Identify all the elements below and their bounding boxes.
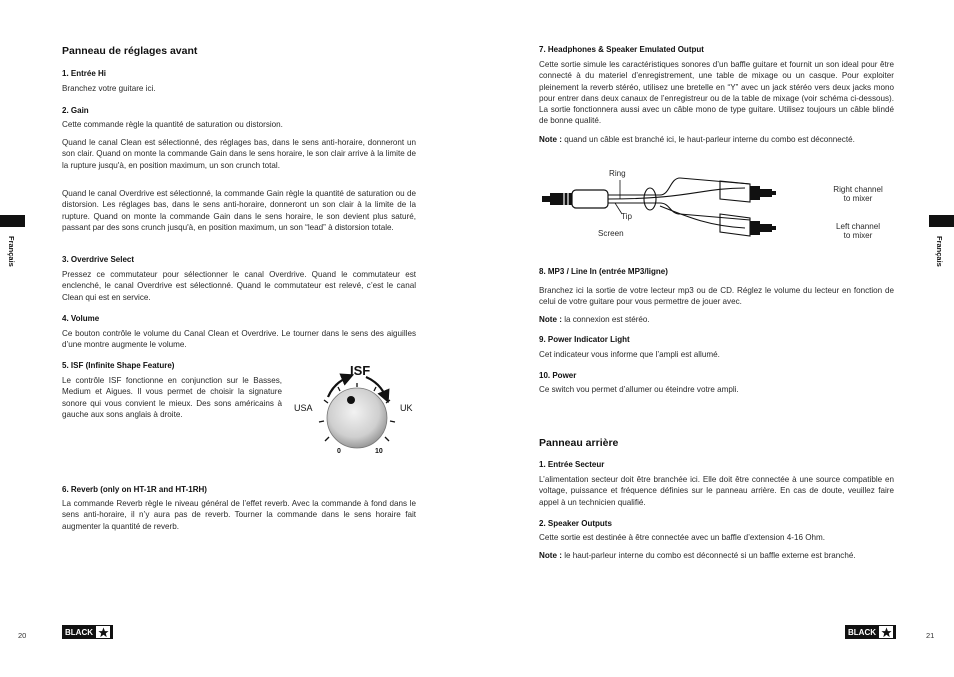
section-1-text: Branchez votre guitare ici. [62, 84, 156, 93]
rear-panel-title: Panneau arrière [539, 437, 619, 449]
rear-section-1-text: L’alimentation secteur doit être branchée ici. Elle doit être connectée à une source compatible en voltage, puissance et fréquence définies sur le panneau arrière. En cas de doute, veuillez faire appel à un technicien qualifié. [539, 475, 894, 507]
knob [327, 388, 387, 448]
diagram-leaders [615, 180, 622, 214]
section-7-note-text: quand un câble est branché ici, le haut-parleur interne du combo est déconnecté. [564, 135, 855, 144]
stereo-jack [542, 190, 608, 208]
section-2-text-1: Cette commande règle la quantité de saturation ou distorsion. [62, 120, 283, 129]
section-5-text: Le contrôle ISF fonctionne en conjunction sur le Basses, Medium et Aigues. Il vous permet de choisir la signature sonore qui vous convient le mieux. Des sons américains à gauche aux sons anglais à droite. [62, 376, 282, 419]
left-side-label: Français [7, 236, 16, 267]
left-side-tab [0, 215, 25, 227]
section-8-note-label: Note : [539, 315, 562, 324]
knob-indicator [347, 396, 355, 404]
section-4-text: Ce bouton contrôle le volume du Canal Clean et Overdrive. Le tourner dans le sens des aiguilles d’une montre augmente le volume. [62, 329, 416, 350]
section-2-text-2: Quand le canal Clean est sélectionné, des réglages bas, dans le sens anti-horaire, donneront un son clair. Quand on monte la commande Gain dans le sens horaire, le son clair arrive à la limite de la rupture jusqu'à, en position maximum, un son crunch total. [62, 138, 416, 170]
mono-jack-left [720, 214, 776, 236]
left-logo-text: BLACK [65, 627, 93, 637]
right-channel-label [822, 185, 894, 203]
section-3-heading: 3. Overdrive Select [62, 255, 135, 264]
isf-title: ISF [350, 363, 371, 378]
right-side-tab [929, 215, 954, 227]
screen-label: Screen [598, 229, 624, 238]
right-logo [845, 625, 896, 639]
left-channel-line2: to mixer [843, 231, 873, 240]
section-8-note-text: la connexion est stéréo. [564, 315, 650, 324]
front-panel-title: Panneau de réglages avant [62, 45, 198, 57]
ring-label: Ring [609, 169, 626, 178]
section-7-text: Cette sortie simule les caractéristiques sonores d’un baffle guitare et fournit un son ideal pour être connecté à du materiel d’enregistrement, une table de mixage ou un casque. Pour exploiter pleinement la reverb stéréo, utilisez une bretelle en “Y” avec un jack stéréo vers deux jacks mono pour entrer dans deux canaux de l’enregistreur ou de la table de mixage (voir schéma ci-dessous). La sortie fonctionnera aussi avec un câble mono de type guitare. Utilisez toujours un câble blindé de bonne qualité. [539, 60, 894, 126]
section-9-heading: 9. Power Indicator Light [539, 335, 630, 344]
section-2-text-3: Quand le canal Overdrive est sélectionné, la commande Gain règle la quantité de saturation ou de distorsion. Les réglages bas, dans le sens anti-horaire, donneront un son clair à la limite de la rupture. Quand on monte la commande Gain dans le sens horaire, le son devient plus saturé, passant par des sons crunch jusqu'à, en position maximum, un son “lead” à distorsion totale. [62, 189, 416, 232]
rear-section-1-heading: 1. Entrée Secteur [539, 460, 605, 469]
section-9-text: Cet indicateur vous informe que l’ampli est allumé. [539, 350, 720, 359]
section-5-heading: 5. ISF (Infinite Shape Feature) [62, 361, 175, 370]
right-channel-line2: to mixer [843, 194, 873, 203]
right-logo-text: BLACK [848, 627, 876, 637]
star-icon [96, 626, 110, 638]
section-8-text: Branchez ici la sortie de votre lecteur mp3 ou de CD. Réglez le volume du lecteur en fonction de celui de votre guitare pour vous permettre de jouer avec. [539, 286, 894, 307]
left-channel-line1: Left channel [835, 222, 881, 231]
isf-max-label: 10 [375, 448, 383, 455]
section-6-heading: 6. Reverb (only on HT-1R and HT-1RH) [62, 485, 207, 494]
right-page-number: 21 [926, 631, 935, 640]
mono-jack-right [720, 181, 776, 202]
rear-section-2-note-label: Note : [539, 551, 562, 560]
tip-label: Tip [621, 212, 632, 221]
section-2-heading: 2. Gain [62, 106, 89, 115]
left-page-number: 20 [18, 631, 27, 640]
section-1-heading: 1. Entrée Hi [62, 69, 107, 78]
section-10-text: Ce switch vou permet d’allumer ou éteindre votre ampli. [539, 385, 739, 394]
rear-section-2-note-text: le haut-parleur interne du combo est déconnecté si un baffle externe est branché. [564, 551, 856, 560]
left-channel-label [822, 222, 894, 240]
star-icon [879, 626, 893, 638]
section-8-heading: 8. MP3 / Line In (entrée MP3/ligne) [539, 267, 668, 276]
section-3-text: Pressez ce commutateur pour sélectionner le canal Overdrive. Quand le commutateur est enclenché, le canal Overdrive est sélectionné. Quand le commutateur est relevé, c’est le canal Clean qui est en service. [62, 270, 416, 302]
section-7-note [539, 134, 894, 145]
isf-right-label: UK [400, 403, 413, 413]
right-side-label: Français [935, 236, 944, 267]
left-logo [62, 625, 113, 639]
rear-section-2-note [539, 550, 894, 561]
section-7-heading: 7. Headphones & Speaker Emulated Output [539, 45, 704, 54]
rear-section-2-text: Cette sortie est destinée à être connectée avec un baffle d’extension 4-16 Ohm. [539, 533, 826, 542]
section-7-note-label: Note : [539, 135, 562, 144]
isf-knob-diagram [288, 355, 428, 460]
section-4-heading: 4. Volume [62, 314, 100, 323]
right-channel-line1: Right channel [833, 185, 883, 194]
section-10-heading: 10. Power [539, 371, 577, 380]
rear-section-2-heading: 2. Speaker Outputs [539, 519, 612, 528]
section-6-text: La commande Reverb règle le niveau général de l’effet reverb. Avec la commande à fond dans le sens anti-horaire, il n’y aura pas de reverb. Tourner la commande dans le sens horaire fait augmenter la quantité de reverb. [62, 499, 416, 531]
isf-left-label: USA [294, 403, 313, 413]
section-8-note [539, 314, 894, 325]
isf-min-label: 0 [337, 448, 341, 455]
